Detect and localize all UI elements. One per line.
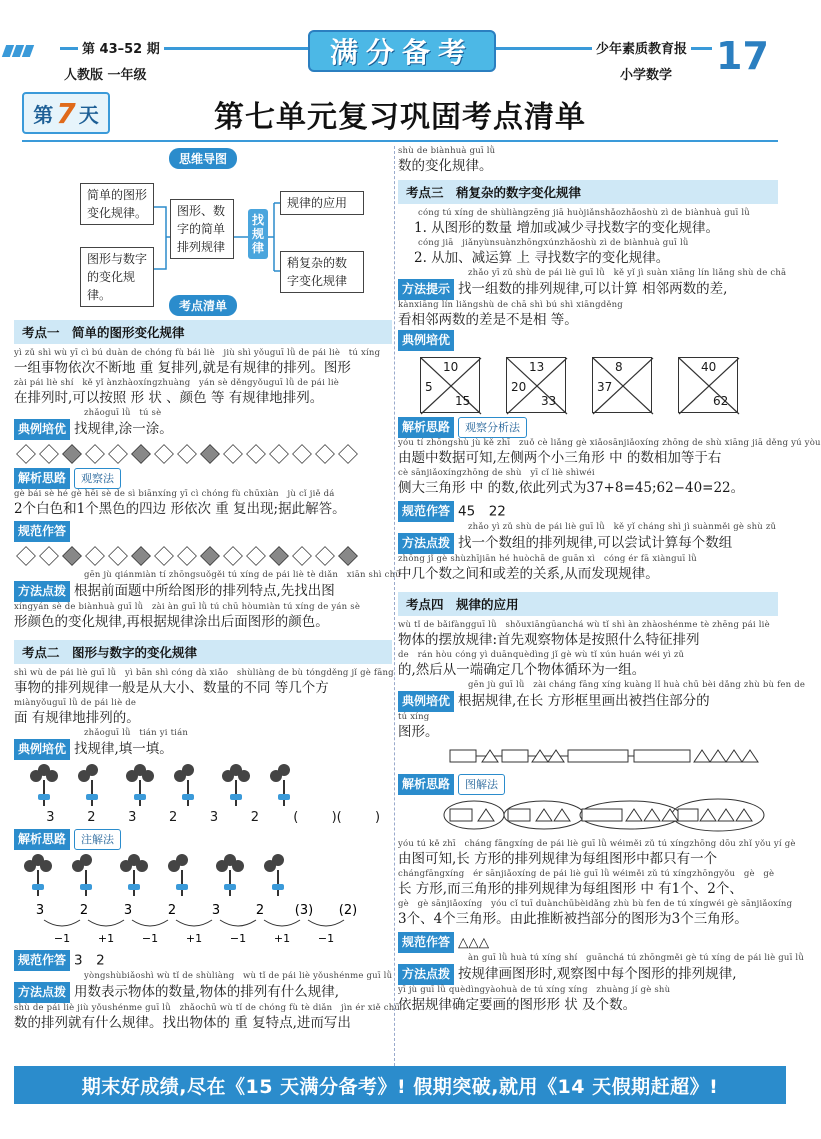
chain-arc — [132, 920, 168, 926]
tip-text: 中几个数之间和或差的关系,从而发现规律。 — [398, 566, 659, 582]
pinyin: de rán hòu cóng yì duānquèdìng jǐ gè wù tǐ xún huán wéi yì zǔ — [398, 650, 685, 660]
pinyin: gè bái sè hé gè hēi sè de sì biānxíng yī cì chóng fù chūxiàn jù cǐ jiě dá — [14, 489, 335, 499]
tip-text: 找一个数组的排列规律,可以尝试计算每个数组 — [458, 535, 733, 551]
method-box: 注解法 — [74, 829, 121, 850]
issue-range: 第 43–52 期 — [78, 38, 164, 57]
pinyin: gè gè sānjiǎoxíng yóu cǐ tuī duànchūbèidǎng zhù bù fen de tú xíngwéi gè sānjiǎoxíng — [398, 899, 793, 909]
page-header — [0, 0, 800, 88]
diamond-sequence — [16, 444, 392, 464]
flower-bouquet-icon — [116, 854, 152, 898]
analysis-text: 侧大三角形 中 的数,依此列式为37+8=45;62−40=22。 — [398, 480, 745, 496]
figure-top-value: 13 — [529, 360, 545, 374]
day-suffix: 天 — [78, 102, 99, 127]
flower-counts — [36, 810, 392, 825]
flower-bouquet-icon — [68, 854, 104, 898]
analysis-tag: 解析思路 — [14, 829, 70, 850]
number-figures — [420, 357, 778, 413]
pinyin: xíngyán sè de biànhuà guī lǜ zài àn guī lǜ tú chū hòumiàn tú xíng de yán sè — [14, 602, 361, 612]
flower-bouquet-icon — [164, 854, 200, 898]
pinyin: yī jù guī lǜ quèdìngyàohuà de tú xíng xíng zhuàng jí gè shù — [398, 985, 671, 995]
flower-count: 3 — [46, 810, 55, 825]
tip-tag: 方法点拨 — [398, 533, 454, 554]
tip-text: 依据规律确定要画的图形形 状 及个数。 — [398, 997, 637, 1013]
example-tag: 典例培优 — [14, 419, 70, 440]
answer-text: 3 2 — [74, 952, 105, 969]
text-line: 面 有规律地排列的。 — [14, 710, 140, 726]
example-text: 图形。 — [398, 724, 439, 740]
pinyin: chángfāngxíng ér sānjiǎoxíng de pái liè guī lǜ wéiměi zǔ tú xíngzhōngyǒu gè gè — [398, 869, 775, 879]
subject-label: 小学数学 — [620, 68, 673, 83]
pinyin: cóng jiā jiǎnyùnsuànzhōngxúnzhǎoshù zì de biànhuà guī lǜ — [418, 238, 689, 248]
method-tip-tag: 方法提示 — [398, 279, 454, 300]
example-tag: 典例培优 — [398, 330, 454, 351]
mindmap-right-top: 规律的应用 — [280, 191, 364, 215]
chain-number: 2 — [255, 903, 265, 918]
tip-text: 形颜色的变化规律,再根据规律涂出后面图形的颜色。 — [14, 614, 329, 630]
chain-number: (3) — [294, 903, 314, 918]
text-line: 1. 从图形的数量 增加或减少寻找数字的变化规律。 — [414, 220, 719, 236]
pinyin: gēn jù guī lǜ zài cháng fāng xíng kuàng lǐ huà chū bèi dǎng zhù bù fen de — [468, 680, 806, 690]
figure-top-value: 40 — [701, 360, 717, 374]
mindmap-left-top: 简单的图形变化规律。 — [80, 183, 154, 225]
pinyin: zài pái liè shí kě yǐ ànzhàoxíngzhuàng yán sè děngyǒuguī lǜ de pái liè — [14, 378, 339, 388]
figure-left-value: 5 — [425, 380, 433, 394]
chain-operation: −1 — [53, 932, 71, 945]
tip-tag: 方法点拨 — [14, 982, 70, 1003]
pinyin: yóu tú kě zhī cháng fāngxíng de pái liè guī lǜ wéiměi zǔ tú xíngzhōng dōu zhǐ yǒu yí gè — [398, 839, 796, 849]
chain-arc — [44, 920, 80, 926]
method-tip-text: 找一组数的排列规律,可以计算 相邻两数的差, — [458, 281, 728, 297]
tip-text: 根据前面题中所给图形的排列特点,先找出图 — [74, 583, 335, 599]
example-text: 找规律,填一填。 — [74, 741, 173, 757]
figure-left-value: 20 — [511, 380, 527, 394]
figure-top-value: 8 — [615, 360, 623, 374]
pinyin: yóu tí zhōngshù jù kě zhī zuǒ cè liǎng gè xiǎosānjiǎoxíng zhōng de shù xiāng jiā děng yú yòu — [398, 438, 821, 448]
method-box: 观察法 — [74, 468, 121, 489]
pinyin: zhǎoguī lǜ tú sè — [84, 408, 162, 418]
pinyin: shì wù de pái liè guī lǜ yì bān shì cóng dà xiǎo shùliàng de bù tóngděng jǐ gè fāng — [14, 668, 394, 678]
edition-label: 人教版 一年级 — [64, 68, 147, 83]
answer-tag: 规范作答 — [14, 950, 70, 971]
day-number: 7 — [56, 96, 76, 130]
flower-count: 2 — [250, 810, 260, 825]
flower-bouquet-icon — [212, 854, 248, 898]
chain-number: 2 — [167, 903, 177, 918]
example-tag: 典例培优 — [398, 691, 454, 712]
number-figure — [592, 357, 652, 413]
figure-left-value: 37 — [597, 380, 613, 394]
mindmap-label: 思维导图 — [169, 148, 237, 169]
left-column — [14, 146, 401, 1033]
analysis-tag: 解析思路 — [14, 468, 70, 489]
day-badge — [22, 92, 110, 134]
figure-top-value: 10 — [443, 360, 459, 374]
mindmap — [14, 173, 392, 302]
flower-bouquet-icon — [170, 764, 206, 808]
flower-count: ) — [375, 810, 381, 825]
chain-arc — [88, 920, 124, 926]
number-chain — [14, 900, 384, 946]
pinyin: zhǎoguī lǜ tián yi tián — [84, 728, 189, 738]
page-title: 第七单元复习巩固考点清单 — [214, 100, 586, 135]
checklist-label: 考点清单 — [169, 295, 237, 316]
pinyin: zhǎo yī zǔ shù de pái liè guī lǜ kě yǐ jì suàn xiāng lín liǎng shù de chā — [468, 268, 787, 278]
example-tag: 典例培优 — [14, 739, 70, 760]
chain-arc — [264, 920, 300, 926]
tip-tag: 方法点拨 — [14, 581, 70, 602]
pinyin: miànyǒuguī lǜ de pái liè de — [14, 698, 137, 708]
mindmap-right-bottom: 稍复杂的数字变化规律 — [280, 251, 364, 293]
answer-tag: 规范作答 — [398, 932, 454, 953]
text-line: 在排列时,可以按照 形 状 、颜色 等 有规律地排列。 — [14, 390, 324, 406]
flower-row — [26, 764, 392, 808]
number-figure — [506, 357, 566, 413]
chain-operation: −1 — [317, 932, 335, 945]
mindmap-left-bottom: 图形与数字的变化规律。 — [80, 247, 154, 307]
section2-title: 考点二 图形与数字的变化规律 — [14, 640, 392, 664]
mindmap-center: 找规律 — [248, 209, 268, 259]
analysis-text: 由题中数据可知,左侧两个小三角形 中 的数相加等于右 — [398, 450, 722, 466]
column-divider — [394, 146, 395, 1066]
number-figure — [678, 357, 738, 413]
flower-bouquet-icon — [218, 764, 254, 808]
text-line: 看相邻两数的差是不是相 等。 — [398, 312, 578, 328]
flower-count: 2 — [87, 810, 96, 825]
tip-text: 用数表示物体的数量,物体的排列有什么规律, — [74, 984, 340, 1000]
chain-arc — [176, 920, 212, 926]
shape-sequence — [398, 742, 768, 768]
flower-row-annotated — [20, 854, 392, 898]
analysis-text: 由图可知,长 方形的排列规律为每组图形中都只有一个 — [398, 851, 718, 867]
flower-bouquet-icon — [20, 854, 56, 898]
pinyin: tú xíng — [398, 712, 430, 722]
method-box: 观察分析法 — [458, 417, 527, 438]
flower-count: )( — [331, 810, 342, 825]
flower-count: 2 — [168, 810, 178, 825]
pinyin: zhǎo yì zǔ shù de pái liè guī lǜ kě yǐ cháng shì jì suànměi gè shù zǔ — [468, 522, 777, 532]
pinyin: zhōng jǐ gè shùzhījiān hé huòchā de guān xì cóng ér fā xiànguī lǜ — [398, 554, 697, 564]
text-line: 的,然后从一端确定几个物体循环为一组。 — [398, 662, 646, 678]
text-line: 事物的排列规律一般是从大小、数量的不同 等几个方 — [14, 680, 329, 696]
pinyin: àn guī lǜ huà tú xíng shí guānchá tú zhōngměi gè tú xíng de pái liè guī lǜ — [468, 953, 805, 963]
flower-bouquet-icon — [260, 854, 296, 898]
text-line: 物体的摆放规律:首先观察物体是按照什么特征排列 — [398, 632, 700, 648]
tip-text: 按规律画图形时,观察图中每个图形的排列规律, — [458, 966, 737, 982]
pinyin: cóng tú xíng de shùliàngzēng jiā huòjiǎnshǎozhǎoshù zì de biànhuà guī lǜ — [418, 208, 750, 218]
chain-number: 3 — [35, 903, 45, 918]
pinyin: wù tǐ de bǎifàngguī lǜ shǒuxiāngūanchá wù tǐ shì àn zhàoshénme tè zhēng pái liè — [398, 620, 770, 630]
chain-number: 3 — [211, 903, 221, 918]
flower-bouquet-icon — [26, 764, 62, 808]
page-number: 17 — [712, 34, 773, 78]
figure-right-value: 62 — [713, 394, 729, 408]
flower-bouquet-icon — [74, 764, 110, 808]
right-column — [398, 146, 821, 1015]
chain-number: 2 — [79, 903, 89, 918]
analysis-text: 3个、4个三角形。由此推断被挡部分的图形为3个三角形。 — [398, 911, 748, 927]
figure-right-value: 33 — [541, 394, 557, 408]
chain-operation: −1 — [229, 932, 247, 945]
flower-count: 3 — [128, 810, 137, 825]
title-rule — [22, 140, 778, 142]
section3-title: 考点三 稍复杂的数字变化规律 — [398, 180, 778, 204]
chain-arc — [308, 920, 344, 926]
text-line: 一组事物依次不断地 重 复排列,就是有规律的排列。图形 — [14, 360, 351, 376]
example-text: 根据规律,在长 方形框里画出被挡住部分的 — [458, 693, 710, 709]
section1-title: 考点一 简单的图形变化规律 — [14, 320, 392, 344]
chain-operation: +1 — [97, 932, 115, 945]
newspaper-name: 少年素质教育报 — [592, 38, 691, 57]
pinyin: kànxiāng lín liǎngshù de chā shì bú shì xiāngděng — [398, 300, 623, 310]
chain-arc — [220, 920, 256, 926]
chain-number: 3 — [123, 903, 133, 918]
analysis-text: 长 方形,而三角形的排列规律为每组图形 中 有1个、2个、 — [398, 881, 743, 897]
example-text: 找规律,涂一涂。 — [74, 421, 173, 437]
pinyin: cè sānjiǎoxíngzhōng de shù yī cǐ liè shìwéi — [398, 468, 595, 478]
series-logo: 满分备考 — [308, 30, 496, 72]
pinyin: yì zǔ shì wù yī cì bú duàn de chóng fù bái liè jiù shì yǒuguī lǜ de pái liè tú xíng — [14, 348, 381, 358]
text-line: 数的变化规律。 — [398, 158, 493, 174]
analysis-tag: 解析思路 — [398, 774, 454, 795]
number-figure — [420, 357, 480, 413]
mindmap-mid: 图形、数字的简单排列规律 — [170, 199, 234, 259]
answer-tag: 规范作答 — [14, 521, 70, 542]
tip-tag: 方法点拨 — [398, 964, 454, 985]
chain-operation: +1 — [185, 932, 203, 945]
answer-text: △△△ — [458, 934, 490, 951]
pinyin: yòngshùbiǎoshì wù tǐ de shùliàng wù tǐ de pái liè yǒushénme guī lǜ — [84, 971, 393, 981]
answer-tag: 规范作答 — [398, 501, 454, 522]
flower-count: ( — [293, 810, 299, 825]
answer-text: 45 22 — [458, 503, 506, 520]
text-line: 2. 从加、减运算 上 寻找数字的变化规律。 — [414, 250, 670, 266]
day-prefix: 第 — [33, 102, 54, 127]
pinyin: shù de pái liè jiù yǒushénme guī lǜ zhǎochū wù tǐ de chóng fù tè diǎn jìn ér xiě chū — [14, 1003, 401, 1013]
grouped-shape-sequence — [398, 795, 768, 835]
section4-title: 考点四 规律的应用 — [398, 592, 778, 616]
chain-number: (2) — [338, 903, 358, 918]
flower-bouquet-icon — [122, 764, 158, 808]
analysis-tag: 解析思路 — [398, 417, 454, 438]
diamond-answer — [16, 546, 392, 566]
chain-operation: +1 — [273, 932, 291, 945]
flower-count: 3 — [209, 810, 219, 825]
pinyin: gēn jù qiánmiàn tí zhōngsuǒgěi tú xíng de pái liè tè diǎn xiān shì chū — [84, 570, 401, 580]
footer-banner: 期末好成绩,尽在《15 天满分备考》! 假期突破,就用《14 天假期赶超》! — [14, 1066, 786, 1104]
method-box: 图解法 — [458, 774, 505, 795]
figure-right-value: 15 — [455, 394, 471, 408]
flower-bouquet-icon — [266, 764, 302, 808]
tip-text: 数的排列就有什么规律。找出物体的 重 复特点,进而写出 — [14, 1015, 351, 1031]
chain-operation: −1 — [141, 932, 159, 945]
analysis-text: 2个白色和1个黑色的四边 形依次 重 复出现;据此解答。 — [14, 501, 346, 517]
pinyin: shù de biànhuà guī lǜ — [398, 146, 496, 156]
